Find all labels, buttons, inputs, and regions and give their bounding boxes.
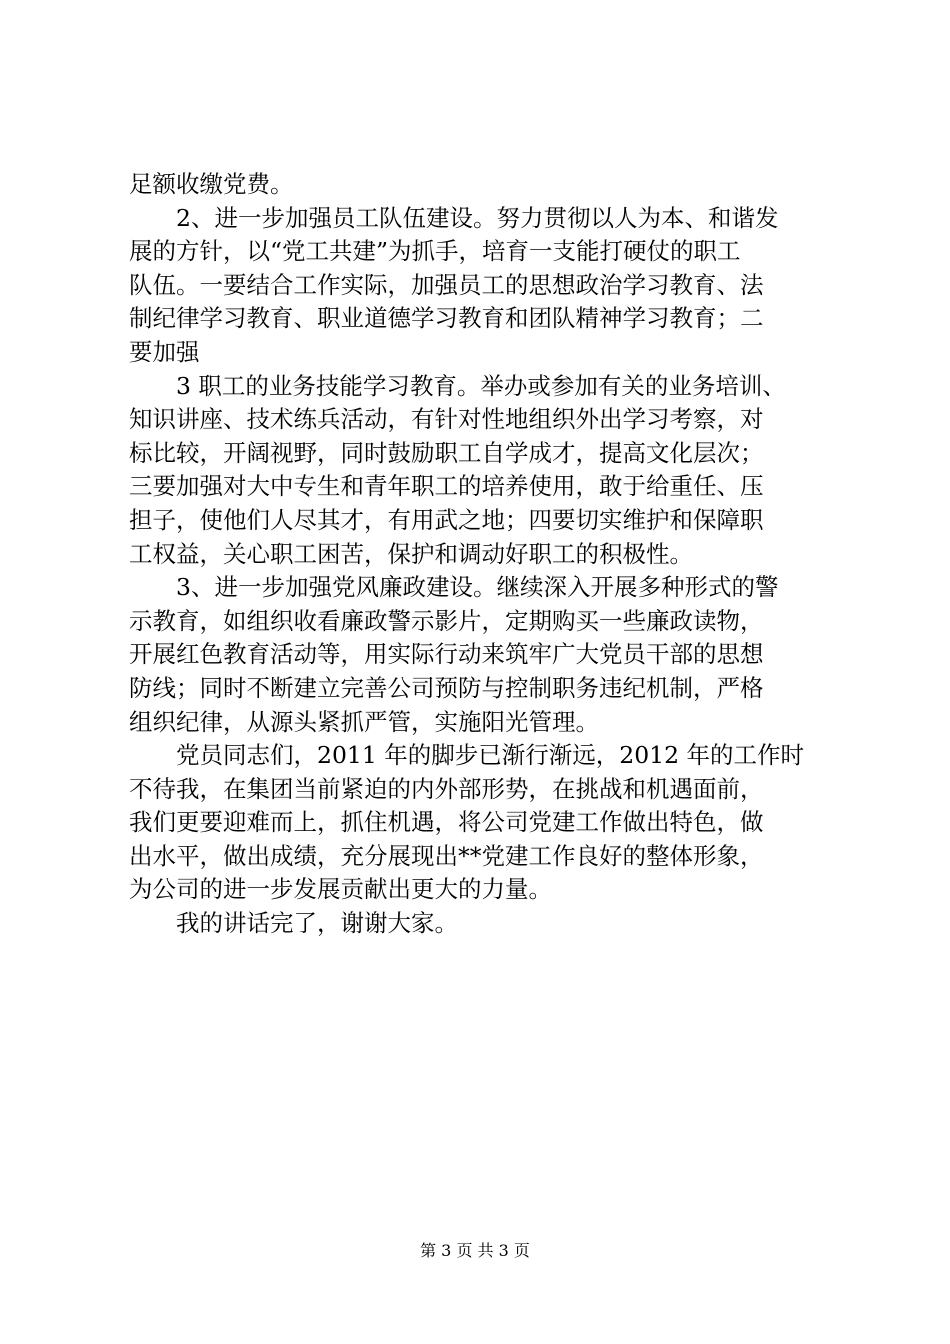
text-line: 制纪律学习教育、职业道德学习教育和团队精神学习教育；二 [129,304,764,333]
text-line: 三要加强对大中专生和青年职工的培养使用，敢于给重任、压 [129,472,764,501]
page-footer: 第 3 页 共 3 页 [420,1241,530,1260]
text-line: 不待我，在集团当前紧迫的内外部形势，在挑战和机遇面前， [129,774,764,803]
text-line: 要加强 [129,337,200,366]
text-line: 防线；同时不断建立完善公司预防与控制职务违纪机制，严格 [129,673,764,702]
text-line: 3、进一步加强党风廉政建设。继续深入开展多种形式的警 [176,573,779,602]
text-line: 3 职工的业务技能学习教育。举办或参加有关的业务培训、 [176,371,786,400]
text-line: 知识讲座、技术练兵活动，有针对性地组织外出学习考察，对 [129,405,764,434]
text-line: 工权益，关心职工困苦，保护和调动好职工的积极性。 [129,539,693,568]
text-line: 出水平，做出成绩，充分展现出**党建工作良好的整体形象， [129,841,764,870]
text-line: 队伍。一要结合工作实际，加强员工的思想政治学习教育、法 [129,270,764,299]
text-line: 担子，使他们人尽其才，有用武之地；四要切实维护和保障职 [129,505,764,534]
text-line: 为公司的进一步发展贡献出更大的力量。 [129,875,552,904]
document-body [129,168,829,941]
text-line: 2、进一步加强员工队伍建设。努力贯彻以人为本、和谐发 [176,203,779,232]
text-line: 展的方针，以“党工共建”为抓手，培育一支能打硬仗的职工 [129,237,741,266]
text-line: 组织纪律，从源头紧抓严管，实施阳光管理。 [129,707,599,736]
text-line: 标比较，开阔视野，同时鼓励职工自学成才，提高文化层次； [129,438,764,467]
text-line: 足额收缴党费。 [129,170,294,198]
text-line: 开展红色教育活动等，用实际行动来筑牢广大党员干部的思想 [129,640,764,669]
text-line: 我的讲话完了，谢谢大家。 [176,909,458,938]
text-line: 我们更要迎难而上，抓住机遇，将公司党建工作做出特色，做 [129,808,764,837]
text-line: 党员同志们，2011 年的脚步已渐行渐远，2012 年的工作时 [176,741,805,770]
text-line: 示教育，如组织收看廉政警示影片，定期购买一些廉政读物， [129,606,764,635]
